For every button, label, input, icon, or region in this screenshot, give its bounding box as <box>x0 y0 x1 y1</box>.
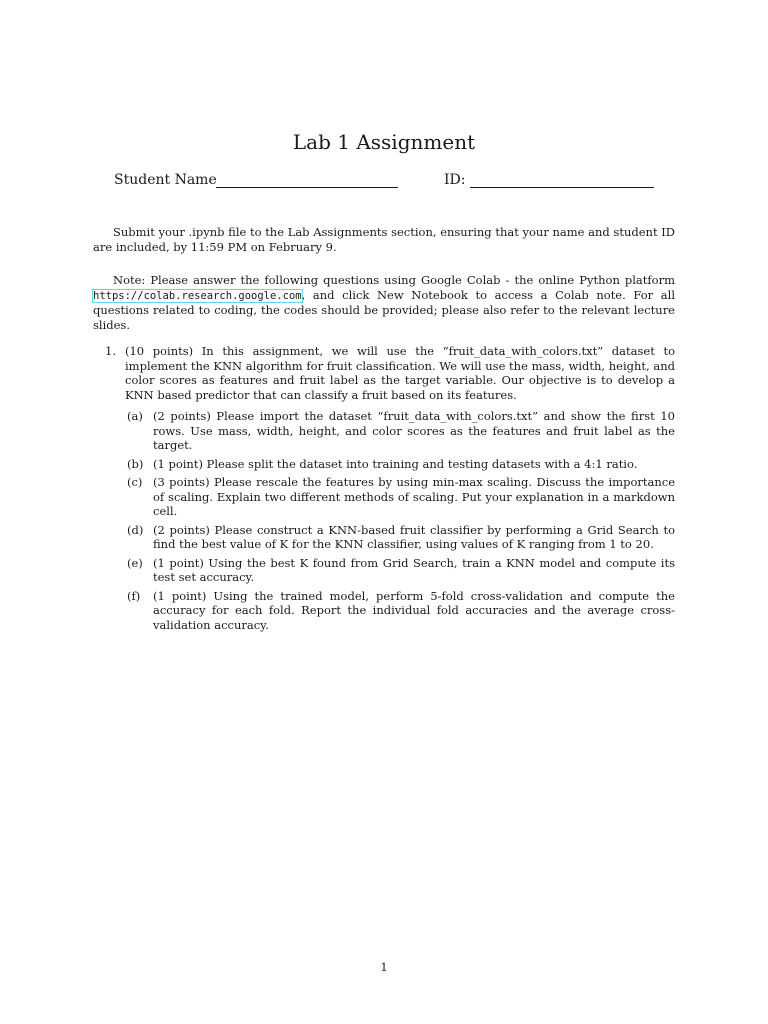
student-name-label: Student Name <box>114 172 217 188</box>
part-letter: (e) <box>127 555 143 570</box>
part-letter: (d) <box>127 522 144 537</box>
note-paragraph <box>93 273 675 332</box>
part-letter: (a) <box>127 409 143 423</box>
part-letter: (f) <box>127 588 141 603</box>
colab-link[interactable]: https://colab.research.google.com <box>93 289 302 302</box>
submit-text: Submit your .ipynb file to the Lab Assignments section, ensuring that your name and student ID are included, by 11:59 PM on February 9. <box>93 225 675 254</box>
part-text: (1 point) Using the best K found from Grid Search, train a KNN model and compute its test set accuracy. <box>153 555 675 584</box>
student-info-fields <box>114 172 654 192</box>
id-label: ID: <box>444 172 466 188</box>
document-title: Lab 1 Assignment <box>292 130 476 154</box>
id-blank <box>470 187 654 188</box>
question-number: 1. <box>105 344 116 358</box>
page-number: 1 <box>380 960 388 974</box>
part-text: (3 points) Please rescale the features by using min-max scaling. Discuss the importance of scaling. Explain two different methods of scaling. Put your explanation in a markdown cell. <box>153 475 675 518</box>
note-text-before: Note: Please answer the following questions using Google Colab - the online Python platform <box>113 273 675 287</box>
part-text: (2 points) Please import the dataset “fruit_data_with_colors.txt” and show the first 10 rows. Use mass, width, height, and color scores as the features and fruit label as the target. <box>153 409 675 452</box>
part-letter: (c) <box>127 475 143 489</box>
question-part-f <box>127 588 675 633</box>
question-part-d <box>127 522 675 552</box>
part-text: (1 point) Please split the dataset into training and testing datasets with a 4:1 ratio. <box>153 456 638 471</box>
question-text: (10 points) In this assignment, we will use the “fruit_data_with_colors.txt” dataset to implement the KNN algorithm for fruit classification. We will use the mass, width, height, and color scores as features and fruit label as the target variable. Our objective is to develop a KNN based predictor that can classify a fruit based on its features. <box>125 344 675 402</box>
question-1 <box>105 344 675 636</box>
question-parts <box>105 409 675 632</box>
question-part-c <box>127 475 675 519</box>
part-letter: (b) <box>127 456 144 471</box>
question-part-e <box>127 555 675 585</box>
part-text: (2 points) Please construct a KNN-based fruit classifier by performing a Grid Search to find the best value of K for the KNN classifier, using values of K ranging from 1 to 20. <box>153 522 675 551</box>
submit-instructions <box>93 225 675 254</box>
question-part-b <box>127 456 675 472</box>
note-text-after: , and click New Notebook to access a Colab note. For all questions related to coding, the codes should be provided; please also refer to the relevant lecture slides. <box>93 287 675 332</box>
student-name-blank <box>216 187 398 188</box>
part-text: (1 point) Using the trained model, perform 5-fold cross-validation and compute the accuracy for each fold. Report the individual fold accuracies and the average cross-validation accuracy. <box>153 588 675 632</box>
question-part-a <box>127 409 675 453</box>
